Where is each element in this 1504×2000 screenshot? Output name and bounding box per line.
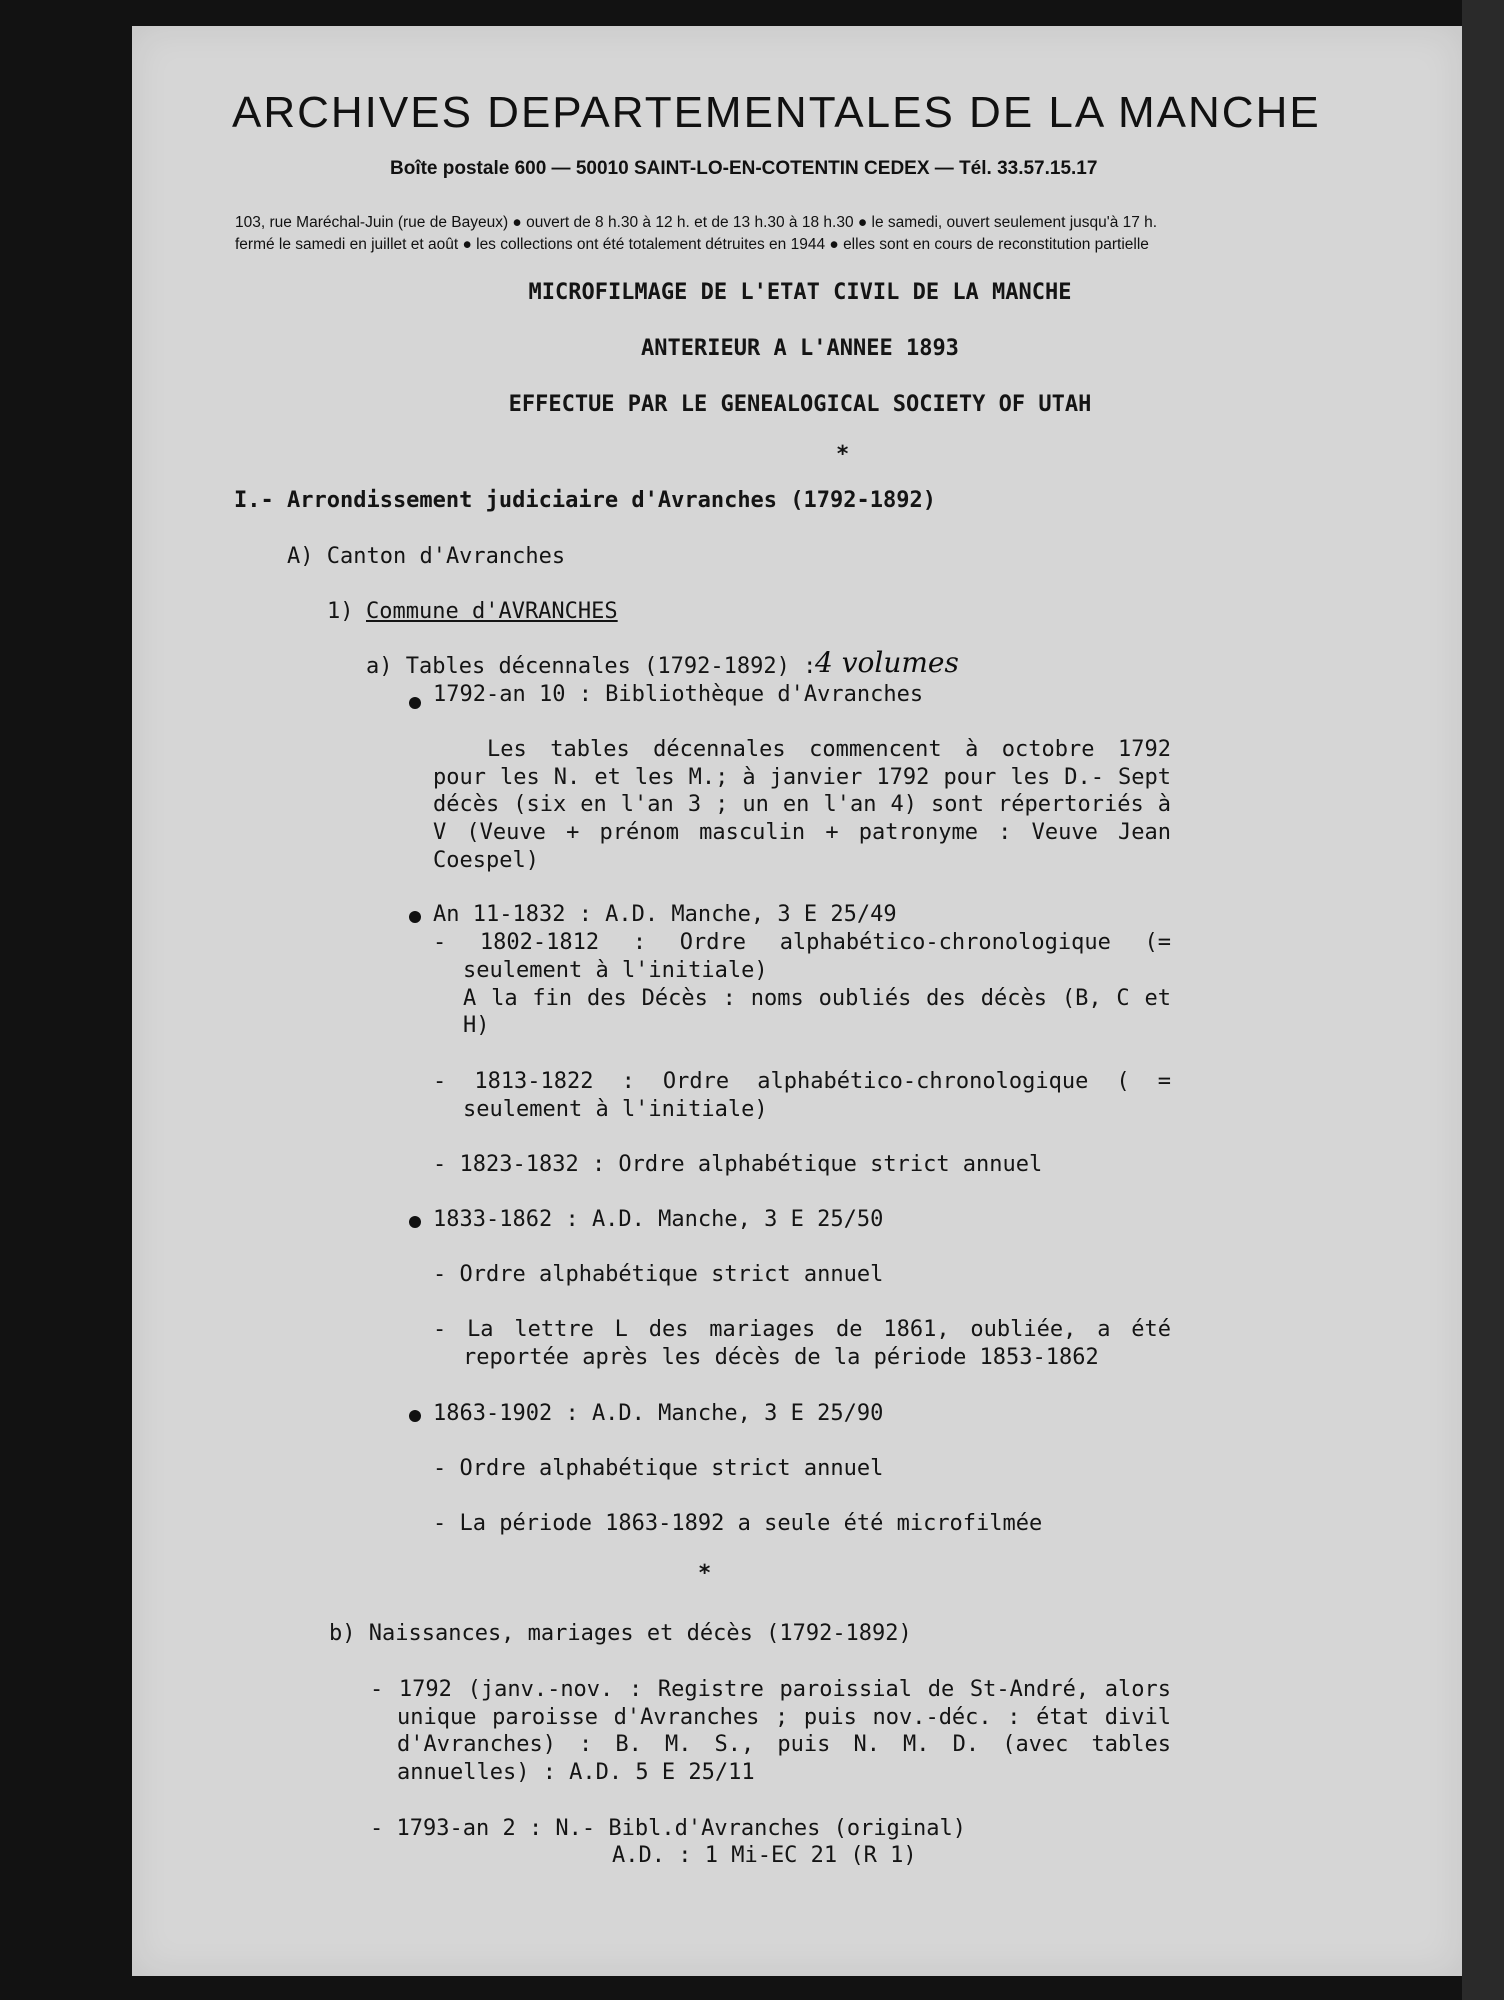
tables-b1-para-3: décès (six en l'an 3 ; un en l'an 4) sont répertoriés à	[433, 792, 1171, 817]
nmd-entry-1-line-1: - 1792 (janv.-nov. : Registre paroissial de St-André, alors	[370, 1677, 1171, 1702]
tables-b3-head: 1833-1862 : A.D. Manche, 3 E 25/50	[433, 1207, 884, 1232]
commune-number: 1)	[327, 599, 354, 624]
letterhead-title: ARCHIVES DEPARTEMENTALES DE LA MANCHE	[232, 88, 1321, 137]
tables-b3-item-2-line-2: reportée après les décès de la période 1853-1862	[463, 1345, 1099, 1370]
nmd-entry-2-line-1: - 1793-an 2 : N.- Bibl.d'Avranches (original)	[370, 1816, 967, 1841]
letterhead-info-line-1: 103, rue Maréchal-Juin (rue de Bayeux) ● ouvert de 8 h.30 à 12 h. et de 13 h.30 à 18 h.30 ● le samedi, ouvert seulement jusqu'à 17 h.	[235, 214, 1158, 231]
tables-b2-item-2-line-2: seulement à l'initiale)	[463, 1097, 768, 1122]
nmd-entry-1-line-3: d'Avranches) : B. M. S., puis N. M. D. (avec tables	[397, 1732, 1171, 1757]
bullet-icon	[409, 697, 421, 709]
heading-line-3: EFFECTUE PAR LE GENEALOGICAL SOCIETY OF UTAH	[508, 392, 1092, 417]
tables-b1-para-5: Coespel)	[433, 848, 539, 873]
tables-b4-item-2: - La période 1863-1892 a seule été microfilmée	[433, 1511, 1043, 1536]
tables-b2-item-1-line-3: A la fin des Décès : noms oubliés des décès (B, C et	[463, 986, 1171, 1011]
tables-label: a) Tables décennales (1792-1892) :	[366, 654, 817, 679]
nmd-title: b) Naissances, mariages et décès (1792-1892)	[329, 1621, 912, 1646]
bullet-icon	[409, 1216, 421, 1228]
nmd-entry-1-line-4: annuelles) : A.D. 5 E 25/11	[397, 1760, 755, 1785]
tables-b1-para-4: V (Veuve + prénom masculin + patronyme : Veuve Jean	[433, 820, 1171, 845]
nmd-entry-1-line-2: unique paroisse d'Avranches ; puis nov.-déc. : état divil	[397, 1705, 1171, 1730]
tables-b4-head: 1863-1902 : A.D. Manche, 3 E 25/90	[433, 1401, 884, 1426]
bullet-icon	[409, 1410, 421, 1422]
film-edge	[1462, 0, 1504, 2000]
heading-line-2: ANTERIEUR A L'ANNEE 1893	[641, 336, 959, 361]
tables-b4-item-1: - Ordre alphabétique strict annuel	[433, 1456, 884, 1481]
letterhead-info-line-2: fermé le samedi en juillet et août ● les collections ont été totalement détruites en 1944 ● elles sont en cours de reconstitution partielle	[235, 236, 1149, 253]
heading-star: *	[836, 442, 850, 467]
bullet-icon	[409, 911, 421, 923]
canton-title: A) Canton d'Avranches	[287, 544, 566, 569]
tables-b2-head: An 11-1832 : A.D. Manche, 3 E 25/49	[433, 902, 897, 927]
nmd-entry-2-line-2: A.D. : 1 Mi-EC 21 (R 1)	[612, 1843, 917, 1868]
heading-line-1: MICROFILMAGE DE L'ETAT CIVIL DE LA MANCHE	[528, 280, 1072, 305]
tables-handwritten-note: 4 volumes	[815, 646, 959, 679]
section-title: I.- Arrondissement judiciaire d'Avranches (1792-1892)	[234, 488, 936, 513]
tables-b2-item-1-line-1: - 1802-1812 : Ordre alphabético-chronologique (=	[433, 930, 1171, 955]
tables-b1-para-2: pour les N. et les M.; à janvier 1792 pour les D.- Sept	[433, 765, 1171, 790]
tables-b2-item-2-line-1: - 1813-1822 : Ordre alphabético-chronologique ( =	[433, 1069, 1171, 1094]
letterhead-address: Boîte postale 600 — 50010 SAINT-LO-EN-COTENTIN CEDEX — Tél. 33.57.15.17	[390, 158, 1098, 179]
tables-b3-item-2-line-1: - La lettre L des mariages de 1861, oubliée, a été	[433, 1317, 1171, 1342]
tables-b2-item-3: - 1823-1832 : Ordre alphabétique strict annuel	[433, 1152, 1043, 1177]
tables-b1-para-1: Les tables décennales commencent à octobre 1792	[487, 737, 1171, 762]
tables-b1-head: 1792-an 10 : Bibliothèque d'Avranches	[433, 682, 924, 707]
tables-b2-item-1-line-2: seulement à l'initiale)	[463, 958, 768, 983]
commune-name: Commune d'AVRANCHES	[366, 599, 618, 624]
tables-b2-item-1-line-4: H)	[463, 1013, 490, 1038]
tables-b3-item-1: - Ordre alphabétique strict annuel	[433, 1262, 884, 1287]
tables-star: *	[698, 1561, 712, 1586]
